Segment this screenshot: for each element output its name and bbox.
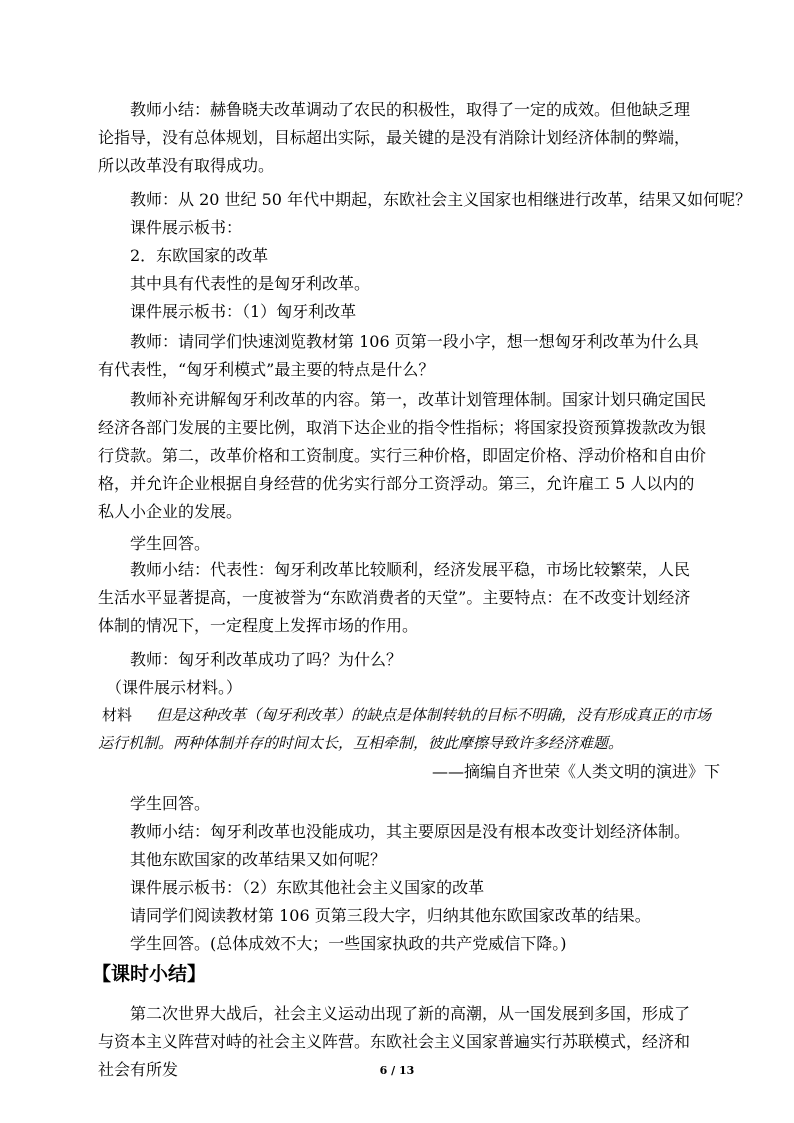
paragraph-courseware-material: （课件展示材料。） [106,678,243,697]
summary-paragraph: 第二次世界大战后，社会主义运动出现了新的高潮，从一国发展到多国，形成了与资本主义阵营对峙的社会主义阵营。东欧社会主义国家普遍实行苏联模式，经济和社会有所发 [98,1004,691,1079]
paragraph-student-answer-3: 学生回答。(总体成效不大；一些国家执政的共产党威信下降。) [130,934,567,953]
material-source: ——摘编自齐世荣《人类文明的演进》下 [431,762,720,781]
paragraph-courseware-label: 课件展示板书： [130,218,243,237]
paragraph-teacher-summary-hungary-fail: 教师小结：匈牙利改革也没能成功，其主要原因是没有根本改变计划经济体制。 [130,822,691,841]
paragraph-teacher-hungary-question: 教师：请同学们快速浏览教材第 106 页第一段小字，想一想匈牙利改革为什么具有代表性，“匈牙利模式”最主要的特点是什么？ [98,332,699,379]
paragraph-teacher-summary-hungary: 教师小结：代表性：匈牙利改革比较顺利，经济发展平稳，市场比较繁荣，人民生活水平显著提高，一度被誉为“东欧消费者的天堂”。主要特点：在不改变计划经济体制的情况下，一定程度上发挥市场的作用。 [98,560,691,635]
paragraph-teacher-hungary-content: 教师补充讲解匈牙利改革的内容。第一，改革计划管理体制。国家计划只确定国民经济各部门发展的主要比例，取消下达企业的指令性指标；将国家投资预算拨款改为银行贷款。第二，改革价格和工资制度。实行三种价格，即固定价格、浮动价格和自由价格，并允许企业根据自身经营的优劣实行部分工资浮动。第三，允许雇工 5 人以内的私人小企业的发展。 [98,390,707,521]
paragraph-courseware-hungary: 课件展示板书：（1）匈牙利改革 [130,302,357,321]
page-number: 6 / 13 [379,1064,415,1077]
paragraph-hungary-representative: 其中具有代表性的是匈牙利改革。 [130,274,371,293]
paragraph-read-textbook: 请同学们阅读教材第 106 页第三段大字，归纳其他东欧国家改革的结果。 [130,906,651,925]
paragraph-teacher-hungary-success: 教师：匈牙利改革成功了吗？为什么？ [130,650,403,669]
section-heading-lesson-summary: 【课时小结】 [92,963,207,985]
material-label: 材料 [102,706,133,724]
paragraph-teacher-summary-khrushchev: 教师小结：赫鲁晓夫改革调动了农民的积极性，取得了一定的成效。但他缺乏理论指导，没有总体规划，目标超出实际，最关键的是没有消除计划经济体制的弊端，所以改革没有取得成功。 [98,100,691,175]
paragraph-student-answer: 学生回答。 [130,534,211,553]
subheading-eastern-europe-reform: 2．东欧国家的改革 [130,246,269,265]
paragraph-teacher-question-eastern-europe: 教师：从 20 世纪 50 年代中期起，东欧社会主义国家也相继进行改革，结果又如何呢？ [130,190,752,209]
paragraph-student-answer-2: 学生回答。 [130,794,211,813]
material-text: 但是这种改革（匈牙利改革）的缺点是体制转轨的目标不明确，没有形成真正的市场运行机制。两种体制并存的时间太长，互相牵制，彼此摩擦导致许多经济难题。 [98,706,712,752]
paragraph-other-countries-question: 其他东欧国家的改革结果又如何呢？ [130,850,387,869]
material-quote [98,701,720,757]
paragraph-courseware-other-countries: 课件展示板书：（2）东欧其他社会主义国家的改革 [130,878,485,897]
